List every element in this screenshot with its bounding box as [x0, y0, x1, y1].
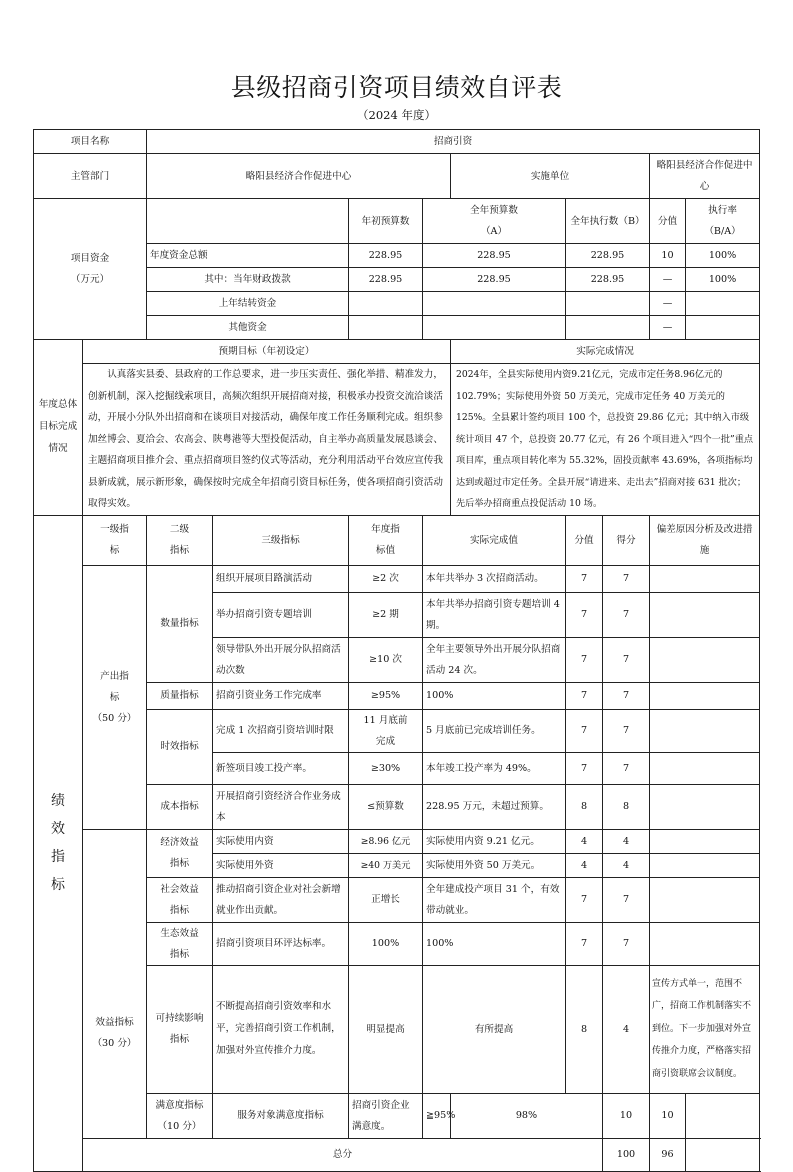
indicator-value: 4	[566, 829, 603, 853]
indicator-actual: 5 月底前已完成培训任务。	[423, 709, 566, 752]
indicator-value: 7	[566, 637, 603, 682]
indicator-score: 4	[603, 965, 650, 1093]
funds-value: 10	[650, 244, 686, 268]
funds-value: —	[650, 292, 686, 316]
funds-label	[34, 199, 147, 340]
indicator-actual: 本年竣工投产率为 49%。	[423, 752, 566, 784]
indicator-score: 7	[603, 637, 650, 682]
funds-annual	[423, 292, 566, 316]
output-indicators-cell	[83, 565, 147, 829]
performance-indicators-text: 绩效指标	[51, 793, 65, 893]
indicator-value: 7	[566, 565, 603, 592]
indicator-remark	[650, 592, 760, 637]
indicator-score: 7	[603, 752, 650, 784]
indicator-value: 7	[566, 682, 603, 709]
indicator-value: 8	[566, 784, 603, 829]
benefit-indicators-cell	[83, 829, 147, 1138]
header-actual: 实际完成值	[423, 515, 566, 565]
indicator-name: 推动招商引资企业对社会新增就业作出贡献。	[213, 877, 349, 922]
group-social: 社会效益指标	[147, 877, 213, 922]
funds-exec: 228.95	[566, 244, 650, 268]
funds-annual: 228.95	[423, 244, 566, 268]
group-service: 服务对象满意度指标	[213, 1093, 349, 1138]
evaluation-table	[33, 129, 760, 1172]
funds-value: —	[650, 316, 686, 340]
indicator-score: 7	[603, 922, 650, 965]
total-score: 96	[650, 1138, 686, 1171]
indicator-actual: 实际使用外资 50 万美元。	[423, 853, 566, 877]
indicator-remark	[650, 877, 760, 922]
indicator-score: 7	[603, 682, 650, 709]
project-name-label: 项目名称	[34, 130, 147, 154]
header-remark: 偏差原因分析及改进措施	[650, 515, 760, 565]
funds-row-name: 其他资金	[147, 316, 349, 340]
indicator-actual: 实际使用内资 9.21 亿元。	[423, 829, 566, 853]
benefit-indicators-points: （30 分）	[92, 1038, 137, 1049]
indicator-target: ≥95%	[349, 682, 423, 709]
actual-result-header: 实际完成情况	[451, 340, 760, 364]
department-row	[34, 154, 760, 199]
funds-initial	[349, 292, 423, 316]
funds-header-row	[34, 199, 760, 244]
indicator-remark	[650, 752, 760, 784]
goals-content-row	[34, 364, 760, 516]
indicator-target: ≥10 次	[349, 637, 423, 682]
header-score: 得分	[603, 515, 650, 565]
indicator-actual: 全年主要领导外出开展分队招商活动 24 次。	[423, 637, 566, 682]
indicator-score: 4	[603, 829, 650, 853]
indicator-score: 7	[603, 592, 650, 637]
satisfaction-indicators-label: 满意度指标（10 分）	[147, 1093, 213, 1138]
col-exec: 全年执行数（B）	[566, 199, 650, 244]
actual-result-text: 2024年，全县实际使用内资9.21亿元，完成市定任务8.96亿元的102.79%；实际使用外资 50 万美元，完成市定任务 40 万美元的 125%。全县累计签约项目 100 个，总投资 29.86 亿元；其中纳入市级统计项目 47 个，总投资 20.77 亿元，有 26 个项目进入“四个一批”重点项目库，重点项目转化率为 55.32%，固投贡献率 43.69%，各项指标均达到或超过市定任务。全县开展“请进来、走出去”招商对接 631 批次；先后举办招商重点投促活动 10 场。	[451, 364, 760, 516]
indicator-actual: 本年共举办招商引资专题培训 4 期。	[423, 592, 566, 637]
indicator-remark	[650, 853, 760, 877]
col-annual-budget	[423, 199, 566, 244]
indicator-remark	[686, 1093, 760, 1138]
funds-value: —	[650, 268, 686, 292]
indicator-target: ≥40 万美元	[349, 853, 423, 877]
indicator-name: 实际使用外资	[213, 853, 349, 877]
output-indicators-label: 产出指标	[100, 670, 129, 703]
impl-label: 实施单位	[451, 154, 650, 199]
indicator-remark: 宣传方式单一，范围不广，招商工作机制落实不到位。下一步加强对外宣传推介力度，严格落实招商引资联席会议制度。	[650, 965, 760, 1093]
indicator-actual: 有所提高	[423, 965, 566, 1093]
indicator-remark	[650, 829, 760, 853]
funds-rate: 100%	[686, 244, 760, 268]
indicator-target: ≥2 期	[349, 592, 423, 637]
goals-header-row	[34, 340, 760, 364]
col-rate-line1: 执行率	[708, 205, 737, 216]
group-cost: 成本指标	[147, 784, 213, 829]
funds-exec: 228.95	[566, 268, 650, 292]
total-label: 总分	[83, 1138, 603, 1171]
header-level2: 二级指标	[147, 515, 213, 565]
impl-value: 略阳县经济合作促进中心	[650, 154, 760, 199]
indicator-score: 8	[603, 784, 650, 829]
indicator-name: 招商引资业务工作完成率	[213, 682, 349, 709]
indicator-actual: 全年建成投产项目 31 个，有效带动就业。	[423, 877, 566, 922]
col-initial-budget: 年初预算数	[349, 199, 423, 244]
indicator-actual: 228.95 万元，未超过预算。	[423, 784, 566, 829]
indicator-remark	[650, 922, 760, 965]
indicator-name: 完成 1 次招商引资培训时限	[213, 709, 349, 752]
header-target: 年度指标值	[349, 515, 423, 565]
group-economic: 经济效益指标	[147, 829, 213, 877]
indicator-actual: 100%	[423, 682, 566, 709]
funds-initial: 228.95	[349, 268, 423, 292]
indicator-remark	[650, 709, 760, 752]
funds-initial	[349, 316, 423, 340]
funds-row-name: 其中：当年财政拨款	[147, 268, 349, 292]
indicator-actual: 98%	[451, 1093, 603, 1138]
indicator-value: 7	[566, 922, 603, 965]
goals-label: 年度总体目标完成情况	[34, 340, 83, 516]
funds-rate: 100%	[686, 268, 760, 292]
col-rate-line2: （B/A）	[704, 226, 741, 237]
header-level3: 三级指标	[213, 515, 349, 565]
indicator-name: 招商引资企业满意度。	[349, 1093, 423, 1138]
group-quantity: 数量指标	[147, 565, 213, 682]
funds-label-line2: （万元）	[70, 274, 110, 285]
indicator-row	[34, 829, 760, 853]
indicator-remark	[650, 682, 760, 709]
total-remark	[686, 1138, 760, 1171]
indicator-target: ≥8.96 亿元	[349, 829, 423, 853]
indicator-value: 7	[566, 877, 603, 922]
indicator-target: 正增长	[349, 877, 423, 922]
indicator-target: 11 月底前完成	[349, 709, 423, 752]
dept-value: 略阳县经济合作促进中心	[147, 154, 451, 199]
indicator-name: 开展招商引资经济合作业务成本	[213, 784, 349, 829]
funds-annual: 228.95	[423, 268, 566, 292]
output-indicators-points: （50 分）	[92, 712, 137, 724]
indicator-name: 招商引资项目环评达标率。	[213, 922, 349, 965]
indicator-name: 实际使用内资	[213, 829, 349, 853]
indicator-row	[34, 565, 760, 592]
indicator-name: 举办招商引资专题培训	[213, 592, 349, 637]
funds-row-name: 上年结转资金	[147, 292, 349, 316]
funds-blank-header	[147, 199, 349, 244]
indicators-header-row	[34, 515, 760, 565]
indicator-value: 4	[566, 853, 603, 877]
project-name-value: 招商引资	[147, 130, 760, 154]
indicator-target: ≥2 次	[349, 565, 423, 592]
indicator-actual: 100%	[423, 922, 566, 965]
header-value: 分值	[566, 515, 603, 565]
dept-label: 主管部门	[34, 154, 147, 199]
col-rate	[686, 199, 760, 244]
performance-indicators-label	[34, 515, 83, 1171]
funds-rate	[686, 316, 760, 340]
indicator-target: 明显提高	[349, 965, 423, 1093]
document-year: （2024 年度）	[357, 108, 436, 122]
document-title: 县级招商引资项目绩效自评表	[230, 73, 563, 102]
col-score-value: 分值	[650, 199, 686, 244]
group-sustainable: 可持续影响指标	[147, 965, 213, 1093]
indicator-score: 7	[603, 709, 650, 752]
header-level1: 一级指标	[83, 515, 147, 565]
col-annual-line2: （A）	[480, 226, 508, 237]
indicator-name: 领导带队外出开展分队招商活动次数	[213, 637, 349, 682]
group-timeliness: 时效指标	[147, 709, 213, 784]
indicator-value: 8	[566, 965, 603, 1093]
indicator-target: 100%	[349, 922, 423, 965]
expected-goal-header: 预期目标（年初设定）	[83, 340, 451, 364]
total-value: 100	[603, 1138, 650, 1171]
funds-initial: 228.95	[349, 244, 423, 268]
indicator-target: ≤预算数	[349, 784, 423, 829]
indicator-remark	[650, 565, 760, 592]
funds-exec	[566, 316, 650, 340]
funds-exec	[566, 292, 650, 316]
indicator-value: 10	[603, 1093, 650, 1138]
indicator-score: 10	[650, 1093, 686, 1138]
indicator-name: 不断提高招商引资效率和水平，完善招商引资工作机制，加强对外宣传推介力度。	[213, 965, 349, 1093]
indicator-value: 7	[566, 709, 603, 752]
indicator-target: ≥30%	[349, 752, 423, 784]
total-row	[34, 1138, 760, 1171]
indicator-remark	[650, 784, 760, 829]
funds-label-line1: 项目资金	[70, 253, 110, 264]
col-annual-line1: 全年预算数	[470, 205, 518, 216]
indicator-target: ≧95%	[423, 1093, 451, 1138]
indicator-score: 7	[603, 565, 650, 592]
group-ecological: 生态效益指标	[147, 922, 213, 965]
expected-goal-text: 认真落实县委、县政府的工作总要求，进一步压实责任、强化举措、精准发力，创新机制，深入挖掘线索项目，高频次组织开展招商对接，积极承办投资交流洽谈活动，开展小分队外出招商和在谈项目对接活动，确保年度工作任务顺利完成。组织参加丝博会、夏洽会、农高会、陕粤港等大型投促活动，自主举办高质量发展恳谈会、主题招商项目推介会、重点招商项目签约仪式等活动，充分利用活动平台效应宣传我县新成就，展示新形象，确保按时完成全年招商引资目标任务，使各项招商引资活动取得实效。	[83, 364, 451, 516]
funds-row-name: 年度资金总额	[147, 244, 349, 268]
indicator-score: 4	[603, 853, 650, 877]
funds-rate	[686, 292, 760, 316]
indicator-name: 组织开展项目路演活动	[213, 565, 349, 592]
indicator-value: 7	[566, 752, 603, 784]
indicator-value: 7	[566, 592, 603, 637]
funds-annual	[423, 316, 566, 340]
indicator-score: 7	[603, 877, 650, 922]
indicator-actual: 本年共举办 3 次招商活动。	[423, 565, 566, 592]
project-name-row	[34, 130, 760, 154]
group-quality: 质量指标	[147, 682, 213, 709]
benefit-indicators-label: 效益指标	[95, 1017, 134, 1028]
indicator-name: 新签项目竣工投产率。	[213, 752, 349, 784]
indicator-remark	[650, 637, 760, 682]
